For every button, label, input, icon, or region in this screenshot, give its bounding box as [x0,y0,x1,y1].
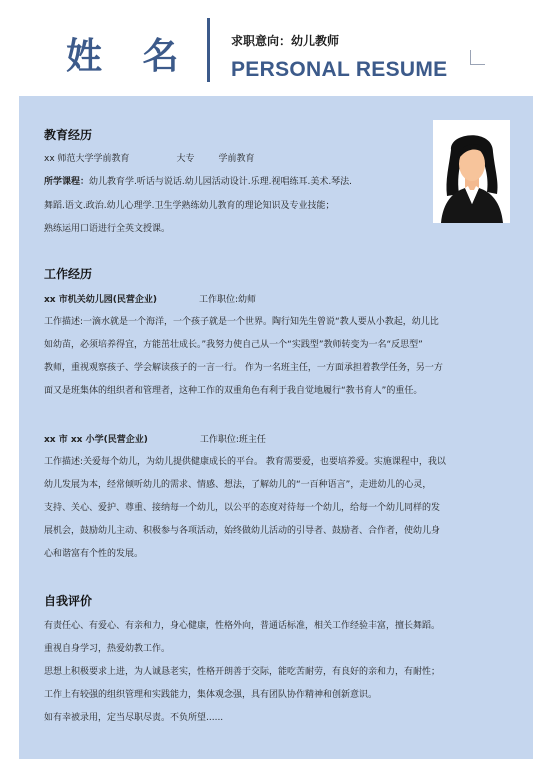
section-title-work: 工作经历 [44,267,93,281]
job1-desc-line: 面又是班集体的组织者和管理者，这种工作的双重角色有利于我自觉地履行“教书育人”的重任。 [44,386,423,396]
courses-label: 所学课程： [44,177,90,187]
corner-mark [470,50,485,65]
resume-body [19,96,533,759]
major: 学前教育 [218,154,255,164]
job2-company: xx 市 xx 小学(民营企业) [44,435,148,445]
courses-line-1 [44,174,352,187]
job2-desc-line: 工作描述:关爱每个幼儿，为幼儿提供健康成长的平台。 教育需要爱，也要培养爱。实施课程中，我以 [44,457,446,467]
self-eval-line: 思想上积极要求上进，为人诚恳老实，性格开朗善于交际，能吃苦耐劳，有良好的亲和力，有耐性； [44,667,441,677]
objective-value: 幼儿教师 [291,34,340,48]
resume-title: PERSONAL RESUME [231,58,448,81]
self-eval-line: 重视自身学习，热爱幼教工作。 [44,644,171,654]
resume-header [0,0,551,96]
courses-line-3: 熟练运用口语进行全英文授课。 [44,224,171,234]
job2-desc-line: 支持、关心、爱护、尊重、接纳每一个幼儿，以公平的态度对待每一个幼儿，给每一个幼儿同样的发 [44,503,441,513]
job1-position: 工作职位:幼师 [198,295,257,305]
header-divider [207,18,210,82]
job1-desc-line: 工作描述:一滴水就是一个海洋，一个孩子就是一个世界。陶行知先生曾说“教人要从小教起，幼儿比 [44,317,439,327]
female-avatar-icon [433,120,510,223]
job2-position: 工作职位:班主任 [199,435,266,445]
profile-photo [433,120,510,223]
job-objective [231,32,339,49]
job1-desc-line: 教师，重视观察孩子、学会解读孩子的一言一行。 作为一名班主任，一方面承担着教学任务，另一方 [44,363,443,373]
job1-desc-line: 如幼苗，必须培养得宜，方能茁壮成长。”我努力使自己从一个“实践型”教师转变为一名“反思型” [44,340,423,350]
job1-header [44,292,256,305]
job2-header [44,432,266,445]
job2-desc-line: 展机会，鼓励幼儿主动、积极参与各项活动，始终做幼儿活动的引导者、鼓励者、合作者，使幼儿身 [44,526,441,536]
courses-line-2: 舞蹈.语文.政治.幼儿心理学.卫生学熟练幼儿教育的理论知识及专业技能； [44,201,335,211]
candidate-name: 姓 名 [66,36,193,77]
self-eval-line: 有责任心、有爱心、有亲和力，身心健康，性格外向，普通话标准，相关工作经验丰富，擅长舞蹈。 [44,621,441,631]
degree: 大专 [176,154,195,164]
job2-desc-line: 幼儿发展为本，经常倾听幼儿的需求、情感、想法，了解幼儿的“一百种语言”，走进幼儿的心灵， [44,480,432,490]
section-title-education: 教育经历 [44,128,93,142]
school-name: xx 师范大学学前教育 [44,154,130,164]
job2-desc-line: 心和谐富有个性的发展。 [44,549,144,559]
self-eval-line: 如有幸被录用，定当尽职尽责。不负所望...... [44,713,224,723]
education-row [44,151,255,164]
self-eval-line: 工作上有较强的组织管理和实践能力，集体观念强，具有团队协作精神和创新意识。 [44,690,378,700]
courses-text-1: 幼儿教育学.听话与说话.幼儿园活动设计.乐理.视唱练耳.美术.琴法. [89,177,353,187]
objective-label: 求职意向： [231,34,292,48]
section-title-self-eval: 自我评价 [44,594,93,608]
job1-company: xx 市机关幼儿园(民营企业) [44,295,157,305]
